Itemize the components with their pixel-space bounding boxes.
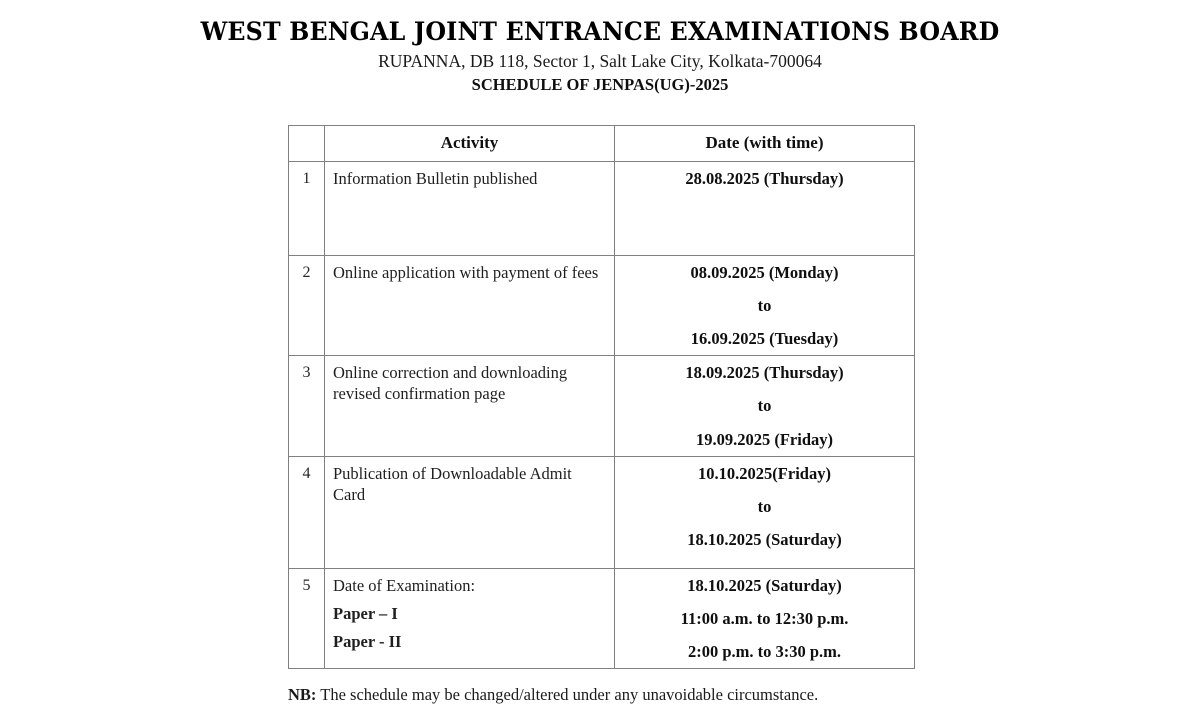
row-activity-value [325,457,614,511]
row-serial-value: 3 [302,364,311,382]
schedule-table-container [288,125,914,669]
date-line: to [757,496,772,516]
column-header-date-label: Date (with time) [705,133,824,153]
column-header-activity [325,126,615,162]
row-date-value [615,256,914,355]
row-serial-value: 5 [302,576,311,594]
table-row [289,162,915,256]
schedule-table [288,125,915,669]
row-date-value [615,457,914,556]
date-line: 2:00 p.m. to 3:30 p.m. [687,641,842,661]
date-line: to [757,396,772,416]
row-serial-cell [289,356,325,456]
row-date-cell [615,568,915,668]
row-activity-value [325,162,614,195]
date-line: to [757,296,772,316]
table-row [289,356,915,456]
activity-line: Information Bulletin published [333,169,538,188]
row-activity-cell [325,256,615,356]
organization-address: RUPANNA, DB 118, Sector 1, Salt Lake City, Kolkata-700064 [378,50,822,71]
row-activity-cell [325,456,615,568]
activity-line: Date of Examination: [333,575,476,595]
table-row [289,568,915,668]
footnote-label: NB: [288,685,317,704]
row-activity-cell [325,162,615,256]
row-date-value [615,356,914,455]
date-line: 11:00 a.m. to 12:30 p.m. [680,608,849,628]
table-row [289,256,915,356]
column-header-date [615,126,915,162]
footnote-text: The schedule may be changed/altered under any unavoidable circumstance. [316,685,819,704]
organization-title: WEST BENGAL JOINT ENTRANCE EXAMINATIONS BOARD [200,17,1000,47]
row-date-cell [615,456,915,568]
row-date-cell [615,162,915,256]
date-line: 10.10.2025(Friday) [698,463,831,483]
date-line: 18.10.2025 (Saturday) [687,529,842,549]
activity-line: Online correction and downloading revised confirmation page [333,363,568,404]
row-activity-cell [325,356,615,456]
footnote [288,684,818,705]
activity-line: Publication of Downloadable Admit Card [333,463,572,504]
row-date-value [615,569,914,668]
row-serial-value: 2 [302,264,311,281]
row-date-cell [615,356,915,456]
row-serial-cell [289,256,325,356]
row-serial-cell [289,568,325,668]
row-serial-cell [289,162,325,256]
activity-line: Online application with payment of fees [333,263,599,282]
row-activity-value [325,356,614,410]
column-header-serial [289,126,325,162]
date-line: 08.09.2025 (Monday) [690,263,839,282]
row-activity-value [325,569,614,658]
date-line: 19.09.2025 (Friday) [695,429,834,449]
row-date-cell [615,256,915,356]
date-line: 18.10.2025 (Saturday) [687,575,842,595]
date-line: 16.09.2025 (Tuesday) [690,329,839,349]
row-activity-cell [325,568,615,668]
row-serial-cell [289,456,325,568]
table-header-row [289,126,915,162]
row-serial-value: 4 [302,464,311,482]
row-activity-value [325,256,614,289]
column-header-activity-label: Activity [440,133,499,153]
row-serial-value: 1 [302,170,311,187]
activity-line: Paper – I [333,603,398,623]
schedule-title: SCHEDULE OF JENPAS(UG)-2025 [471,75,729,95]
row-date-value [615,162,914,195]
activity-line: Paper - II [333,631,402,651]
date-line: 28.08.2025 (Thursday) [685,169,844,188]
table-row [289,456,915,568]
date-line: 18.09.2025 (Thursday) [685,363,844,383]
document-header [0,0,1200,96]
